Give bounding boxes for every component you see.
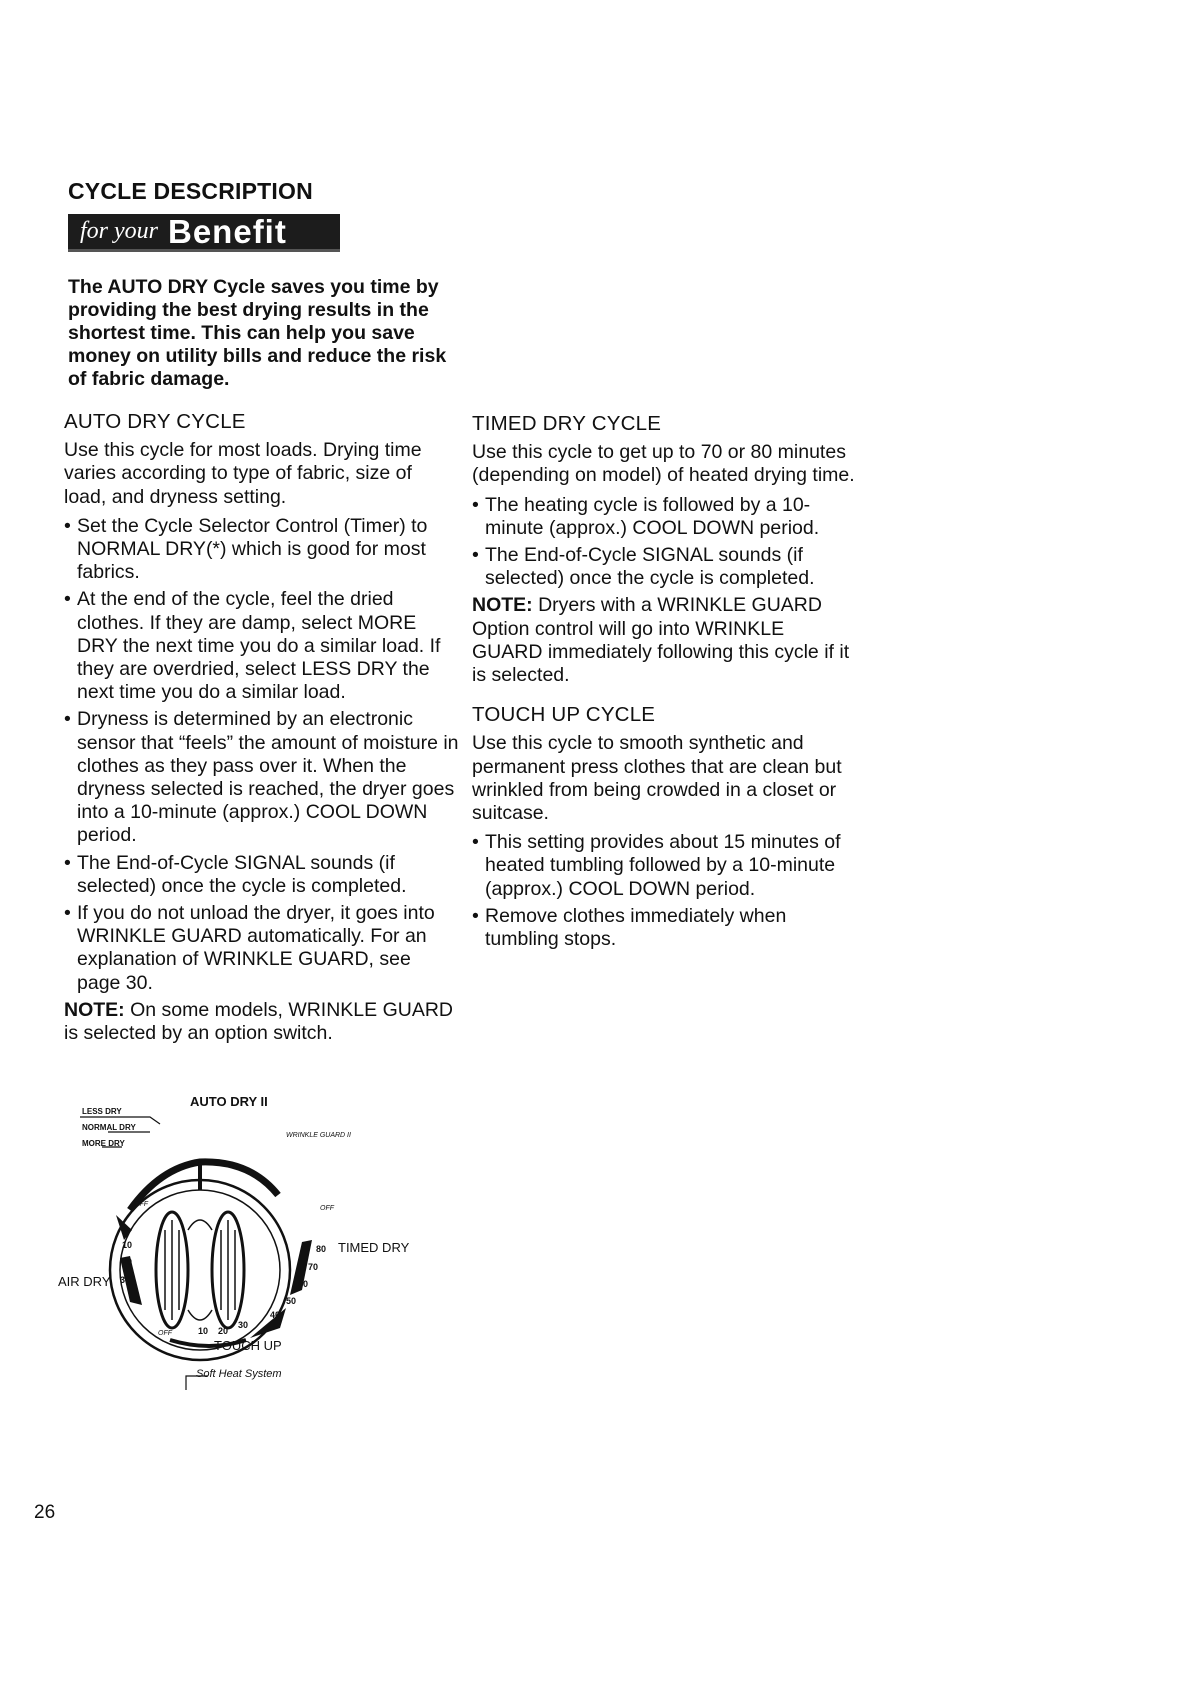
auto-dry-wedge — [116, 1215, 132, 1240]
note-label: NOTE: — [64, 998, 125, 1021]
timed-dry-body: Use this cycle to get up to 70 or 80 minutes (depending on model) of heated drying time. — [472, 441, 855, 487]
list-item: • At the end of the cycle, feel the dried clothes. If they are damp, select MORE DRY the next time you do a similar load. If they are overdried, select LESS DRY the next time you do a similar load. — [64, 588, 459, 704]
dial-timed-70: 70 — [308, 1262, 319, 1272]
dial-normal-dry: NORMAL DRY — [82, 1123, 136, 1132]
dial-timed-80: 80 — [316, 1244, 327, 1254]
dial-touch-20: 20 — [218, 1326, 229, 1336]
dial-touch-30: 30 — [238, 1320, 249, 1330]
auto-dry-heading: AUTO DRY CYCLE — [64, 410, 246, 433]
list-item: • The heating cycle is followed by a 10-minute (approx.) COOL DOWN period. — [472, 494, 857, 540]
auto-dry-body: Use this cycle for most loads. Drying time varies according to type of fabric, size of load, and dryness setting. — [64, 439, 422, 508]
page-number: 26 — [34, 1502, 56, 1523]
touch-up-body: Use this cycle to smooth synthetic and permanent press clothes that are clean but wrinkled from being crowded in a closet or suitcase. — [472, 732, 842, 825]
dial-air-dry: AIR DRY — [58, 1274, 111, 1289]
dial-more-dry: MORE DRY — [82, 1139, 125, 1148]
list-item: • Remove clothes immediately when tumbling stops. — [472, 905, 857, 951]
dial-air-30: 30 — [120, 1275, 131, 1285]
dial-less-dry: LESS DRY — [82, 1107, 122, 1116]
list-item: • This setting provides about 15 minutes of heated tumbling followed by a 10-minute (approx.) COOL DOWN period. — [472, 831, 857, 901]
auto-dry-arc — [130, 1162, 278, 1210]
dial-off-top-left: OFF — [134, 1201, 148, 1208]
dial-auto-dry-label: AUTO DRY II — [190, 1094, 268, 1109]
timed-dry-section — [472, 412, 857, 955]
auto-dry-section — [64, 410, 459, 1051]
list-item: • Set the Cycle Selector Control (Timer) to NORMAL DRY(*) which is good for most fabrics. — [64, 515, 459, 585]
dial-air-10: 10 — [122, 1240, 133, 1250]
cycle-selector-dial-diagram — [50, 1090, 470, 1390]
auto-dry-bullets — [64, 515, 459, 995]
dial-touch-up: TOUCH UP — [214, 1338, 282, 1353]
list-item: • If you do not unload the dryer, it goes into WRINKLE GUARD automatically. For an explanation of WRINKLE GUARD, see page 30. — [64, 902, 459, 995]
dial-timed-60: 60 — [298, 1279, 309, 1289]
touch-up-bullets — [472, 831, 857, 951]
dial-timed-40: 40 — [270, 1310, 281, 1320]
auto-dry-note — [64, 999, 459, 1045]
intro-paragraph: The AUTO DRY Cycle saves you time by providing the best drying results in the shortest time. This can help you save money on utility bills and reduce the risk of fabric damage. — [68, 276, 447, 390]
section-title: CYCLE DESCRIPTION — [68, 178, 313, 204]
banner-main: Benefit — [168, 212, 287, 250]
for-your-benefit-banner — [68, 214, 340, 252]
timed-dry-bullets — [472, 494, 857, 591]
dial-wrinkle-guard: WRINKLE GUARD II — [286, 1132, 351, 1139]
dial-off-bottom: OFF — [158, 1330, 172, 1337]
dial-timed-50: 50 — [286, 1296, 297, 1306]
dial-timed-dry: TIMED DRY — [338, 1240, 410, 1255]
list-item: • Dryness is determined by an electronic sensor that “feels” the amount of moisture in clothes as they pass over it. When the dryness selected is reached, the dryer goes into a 10-minute (approx.) COOL DOWN period. — [64, 708, 459, 847]
list-item: • The End-of-Cycle SIGNAL sounds (if selected) once the cycle is completed. — [472, 544, 857, 590]
touch-up-section — [472, 703, 857, 951]
touch-up-heading: TOUCH UP CYCLE — [472, 703, 656, 727]
note-text: On some models, WRINKLE GUARD is selected by an option switch. — [64, 998, 454, 1045]
banner-prefix: for your — [80, 218, 158, 244]
note-text: Dryers with a WRINKLE GUARD Option control will go into WRINKLE GUARD immediately following this cycle if it is selected. — [472, 594, 850, 687]
knob-center-lines — [188, 1220, 212, 1320]
soft-heat-caption: Soft Heat System — [196, 1368, 282, 1380]
timed-dry-note — [472, 594, 857, 687]
dial-touch-10: 10 — [198, 1326, 209, 1336]
note-label: NOTE: — [472, 594, 533, 617]
list-item: • The End-of-Cycle SIGNAL sounds (if selected) once the cycle is completed. — [64, 852, 459, 898]
dial-off-right: OFF — [320, 1205, 334, 1212]
timed-dry-heading: TIMED DRY CYCLE — [472, 412, 662, 435]
dial-air-20: 20 — [122, 1257, 133, 1267]
